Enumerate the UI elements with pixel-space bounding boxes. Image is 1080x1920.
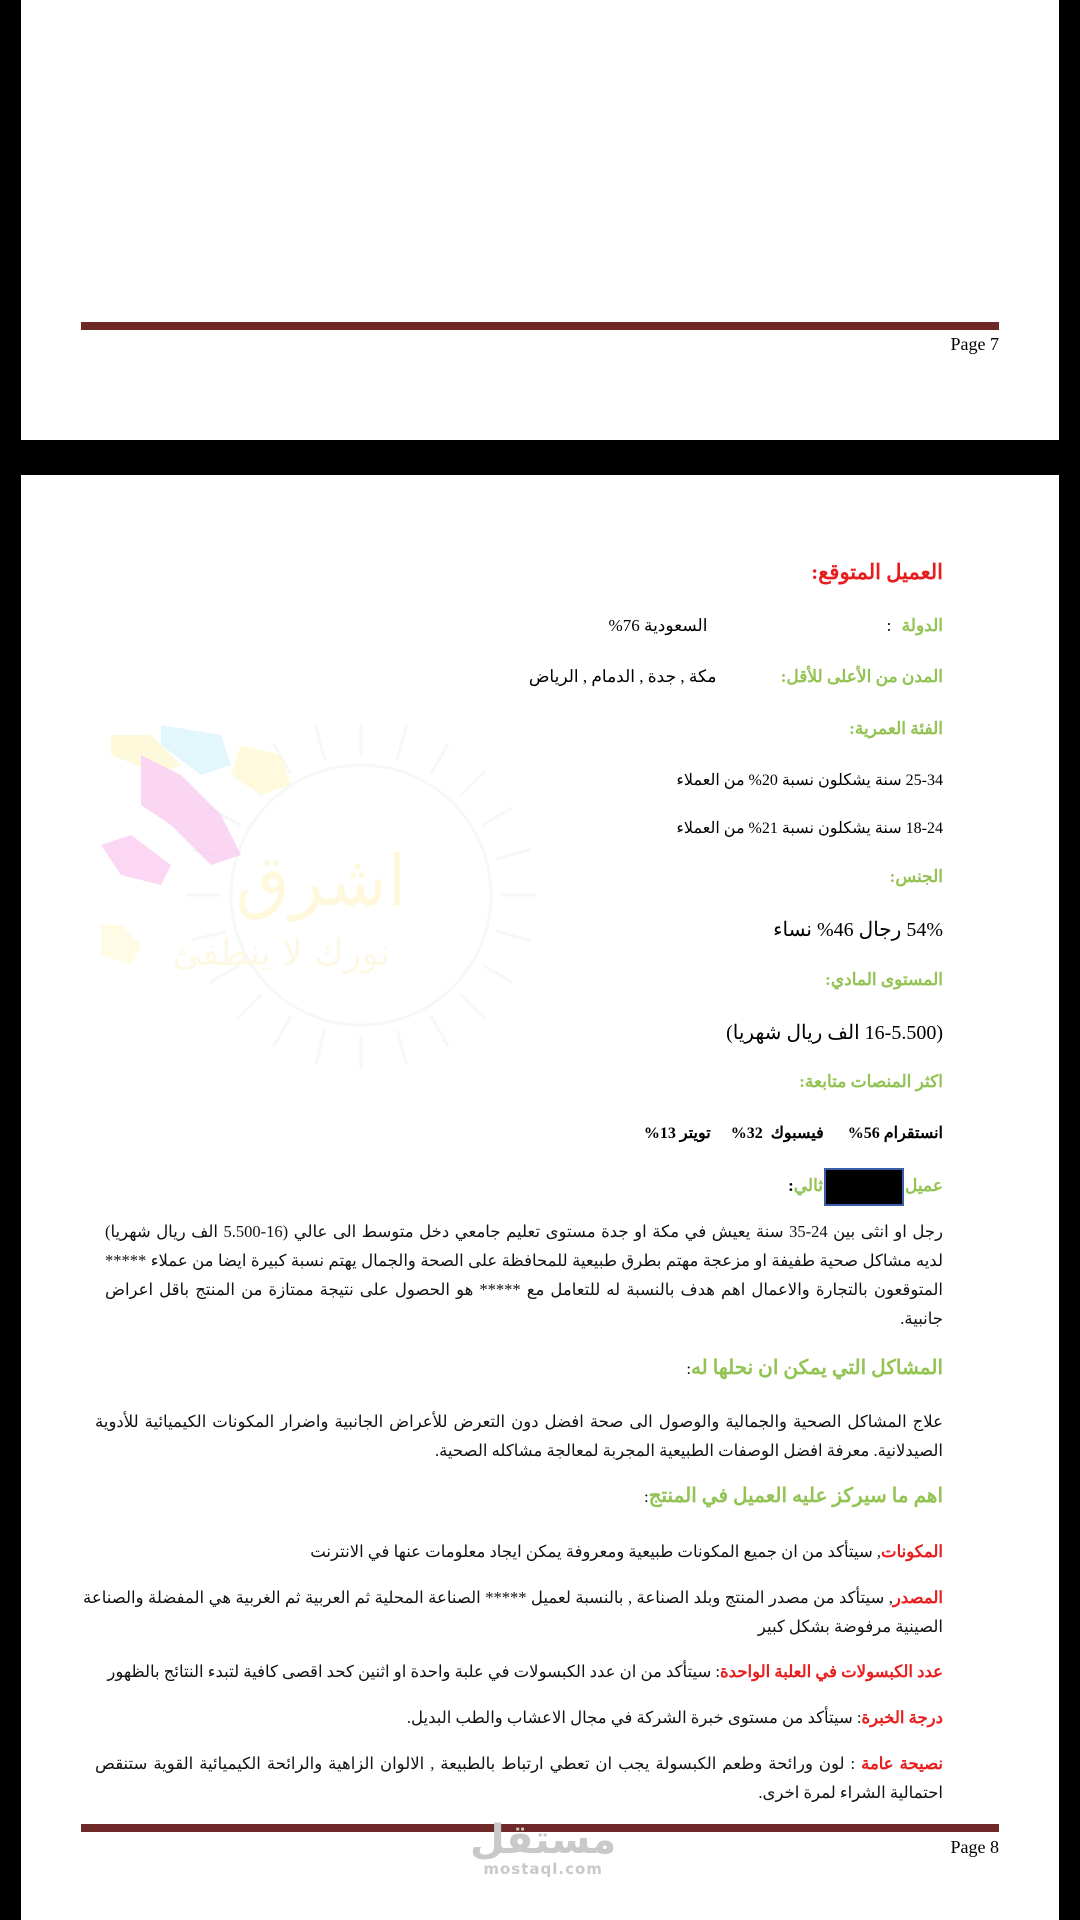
sun-ray xyxy=(460,994,485,1019)
sun-ray xyxy=(431,743,449,773)
redaction-box xyxy=(824,1168,904,1206)
svg-text:نورك لا ينطفئ: نورك لا ينطفئ xyxy=(172,933,390,974)
page-7 xyxy=(21,0,1059,440)
country-row xyxy=(609,616,943,636)
svg-text:اشرق: اشرق xyxy=(235,840,407,922)
gender-label: الجنس: xyxy=(889,867,943,886)
income-label: المستوى المادي: xyxy=(825,970,943,989)
mostaql-logo: مستقل mostaql.com xyxy=(470,1817,617,1878)
sun-ray xyxy=(237,994,262,1019)
problems-paragraph: علاج المشاكل الصحية والجمالية والوصول الى صحة افضل دون التعرض للأعراض الجانبية واضرار المكونات الكيميائية للأدوية الصيدلانية. معرفة افضل الوصفات الطبيعية المجربة لمعالجة مشاكله الصحية. xyxy=(95,1412,943,1460)
ideal-client-paragraph: رجل او انثى بين 24-35 سنة يعيش في مكة او جدة مستوى تعليم جامعي دخل متوسط الى عالي (16-5.500 الف ريال شهريا) لديه مشاكل صحية طفيفة او مزعجة مهتم بطرق طبيعية للمحافظة على الصحة والجمال يهتم نسبة كبيرة ايضا من عملاء ***** المتوقعون بالتجارة والاعمال اهم هدف بالنسبة له للتعامل مع ***** هو الحصول على نتيجة ممتازة من المنتج باقل اعراض جانبية. xyxy=(105,1222,943,1328)
sun-ray xyxy=(274,1016,292,1046)
cities-value: مكة , جدة , الدمام , الرياض xyxy=(528,667,717,686)
cities-label: المدن من الأعلى للأقل: xyxy=(780,667,943,686)
sun-ray xyxy=(397,726,406,760)
sun-ray xyxy=(397,1030,406,1064)
ideal-client-heading: عميلثالي: xyxy=(788,1168,943,1206)
sun-ray xyxy=(460,771,485,796)
sun-ray xyxy=(431,1016,449,1046)
focus-item-general-advice: نصيحة عامة : لون ورائحة وطعم الكبسولة يجب ان تعطي ارتباط بالطبيعة , الالوان الزاهية والرائحة الكيميائية القوية ستنقص احتمالية الشراء لمرة اخرى. xyxy=(95,1754,943,1802)
sun-ray xyxy=(496,931,530,940)
footer-rule xyxy=(81,322,999,330)
income-value: (16-5.500 الف ريال شهريا) xyxy=(726,1022,943,1044)
section-heading: العميل المتوقع: xyxy=(811,560,943,584)
platforms-label: اكثر المنصات متابعة: xyxy=(799,1072,943,1091)
sun-ray xyxy=(482,808,512,826)
age-line-2: 18-24 سنة يشكلون نسبة 21% من العملاء xyxy=(676,820,943,837)
sun-ray xyxy=(316,1030,325,1064)
focus-heading: اهم ما سيركز عليه العميل في المنتج: xyxy=(644,1485,943,1507)
age-line-1: 25-34 سنة يشكلون نسبة 20% من العملاء xyxy=(676,772,943,789)
sun-ray xyxy=(316,726,325,760)
focus-item-capsule-count: عدد الكبسولات في العلبة الواحدة: سيتأكد من ان عدد الكبسولات في علبة واحدة او اثنين كحد اقصى كافية لتبدء النتائج بالظهور xyxy=(107,1662,943,1681)
ashraq-watermark-logo xyxy=(101,725,561,1105)
cities-row xyxy=(529,667,943,687)
country-separator: : xyxy=(886,616,892,635)
focus-item-experience: درجة الخبرة: سيتأكد من مستوى خبرة الشركة في مجال الاعشاب والطب البديل. xyxy=(406,1708,943,1727)
sun-ray xyxy=(496,850,530,859)
platforms-value: انستقرام 56% فيسبوك 32% تويتر 13% xyxy=(643,1125,943,1142)
ideal-label-start: عميل xyxy=(905,1175,943,1195)
focus-item-source: المصدر, سيتأكد من مصدر المنتج وبلد الصناعة , بالنسبة لعميل ***** الصناعة المحلية ثم العربية ثم الغربية هي المفضلة والصناعة الصينية مرفوضة بشكل كبير xyxy=(83,1588,943,1636)
gender-value: 54% رجال 46% نساء xyxy=(773,919,943,941)
sun-ray xyxy=(482,965,512,983)
problems-heading: المشاكل التي يمكن ان نحلها له: xyxy=(686,1357,943,1379)
ideal-label-end: ثالي xyxy=(793,1175,824,1195)
page-number: Page 8 xyxy=(950,1837,999,1857)
page-8 xyxy=(21,475,1059,1920)
focus-item-components: المكونات, سيتأكد من ان جميع المكونات طبيعية ومعروفة يمكن ايجاد معلومات عنها في الانترنت xyxy=(310,1542,943,1561)
page-number: Page 7 xyxy=(950,334,999,354)
country-label: الدولة xyxy=(901,616,943,635)
age-label: الفئة العمرية: xyxy=(849,719,943,738)
country-value: السعودية 76% xyxy=(608,616,708,635)
